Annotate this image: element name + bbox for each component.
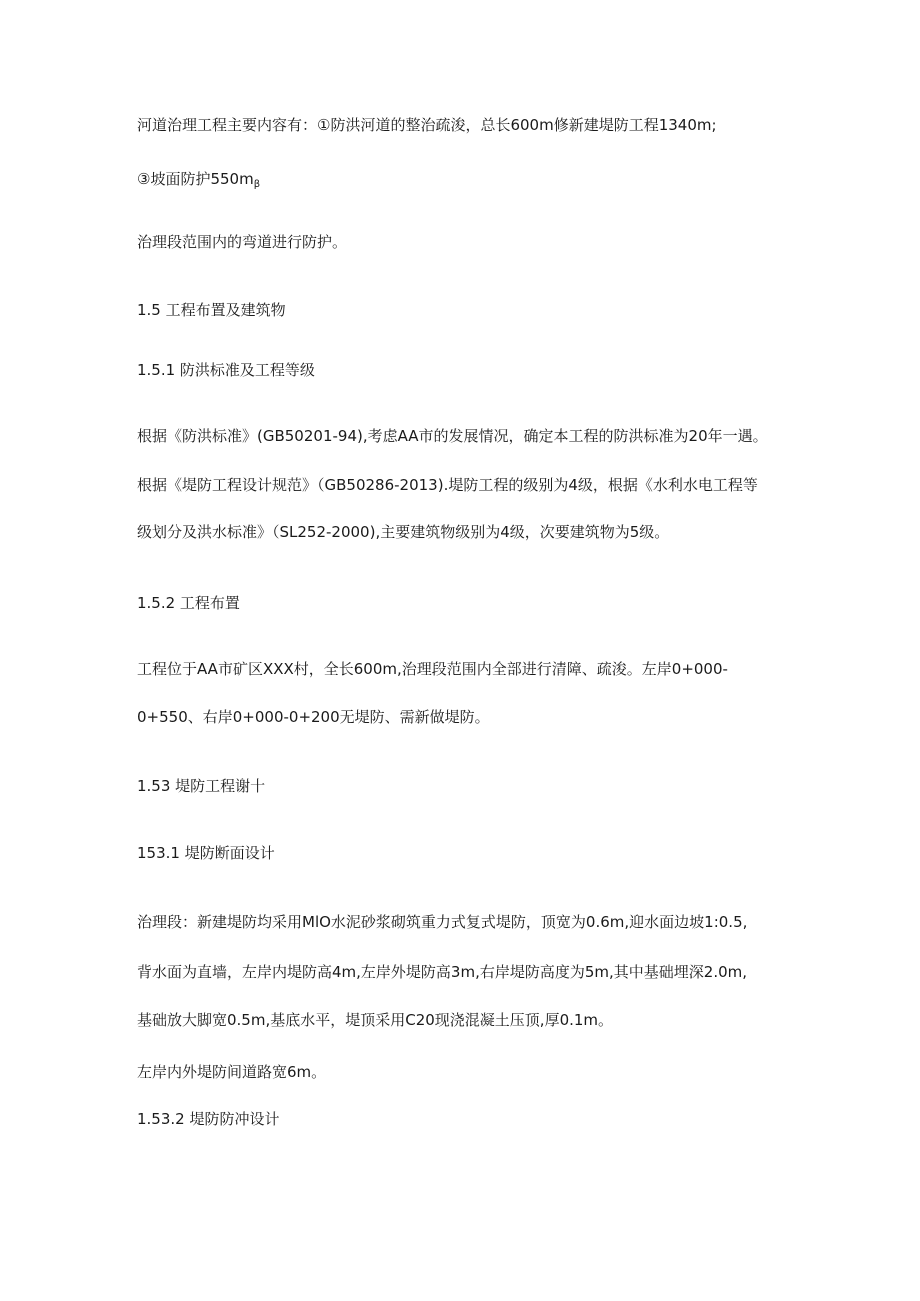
paragraph-section-design-2: 背水面为直墙，左岸内堤防高4m,左岸外堤防高3m,右岸堤防高度为5m,其中基础埋深2.0m, [137,963,748,981]
paragraph-section-design-3: 基础放大脚宽0.5m,基底水平，堤顶采用C20现浇混凝土压顶,厚0.1m。 [137,1011,614,1029]
paragraph-no-levee: 0+550、右岸0+000-0+200无堤防、需新做堤防。 [137,708,490,726]
heading-1-5-1: 1.5.1 防洪标准及工程等级 [137,361,315,379]
paragraph-section-design-1: 治理段：新建堤防均采用MlO水泥砂浆砌筑重力式复式堤防，顶宽为0.6m,迎水面边坡1:0.5, [137,913,748,931]
slope-protection-text: ③坡面防护550m [137,170,254,188]
heading-1-5: 1.5 工程布置及建筑物 [137,301,286,319]
paragraph-slope-protection [137,168,797,196]
heading-1-53: 1.53 堤防工程谢十 [137,777,266,795]
paragraph-flood-standard: 根据《防洪标准》(GB50201-94),考虑AA市的发展情况，确定本工程的防洪标准为20年一遇。 [137,427,768,445]
paragraph-bend-protection: 治理段范围内的弯道进行防护。 [137,233,348,251]
heading-153-1: 153.1 堤防断面设计 [137,844,275,862]
paragraph-project-location: 工程位于AA市矿区XXX村，全长600m,治理段范围内全部进行清障、疏浚。左岸0+000- [137,660,728,678]
heading-1-53-2: 1.53.2 堤防防冲设计 [137,1110,280,1128]
paragraph-levee-grade: 根据《堤防工程设计规范》（GB50286-2013).堤防工程的级别为4级，根据《水利水电工程等 [137,476,758,494]
paragraph-building-grade: 级划分及洪水标准》（SL252-2000),主要建筑物级别为4级，次要建筑物为5级。 [137,523,670,541]
heading-1-5-2: 1.5.2 工程布置 [137,594,240,612]
paragraph-main-content: 河道治理工程主要内容有：①防洪河道的整治疏浚，总长600m修新建堤防工程1340m; [137,116,717,134]
slope-protection-subscript: β [253,179,261,190]
paragraph-road-width: 左岸内外堤防间道路宽6m。 [137,1063,327,1081]
